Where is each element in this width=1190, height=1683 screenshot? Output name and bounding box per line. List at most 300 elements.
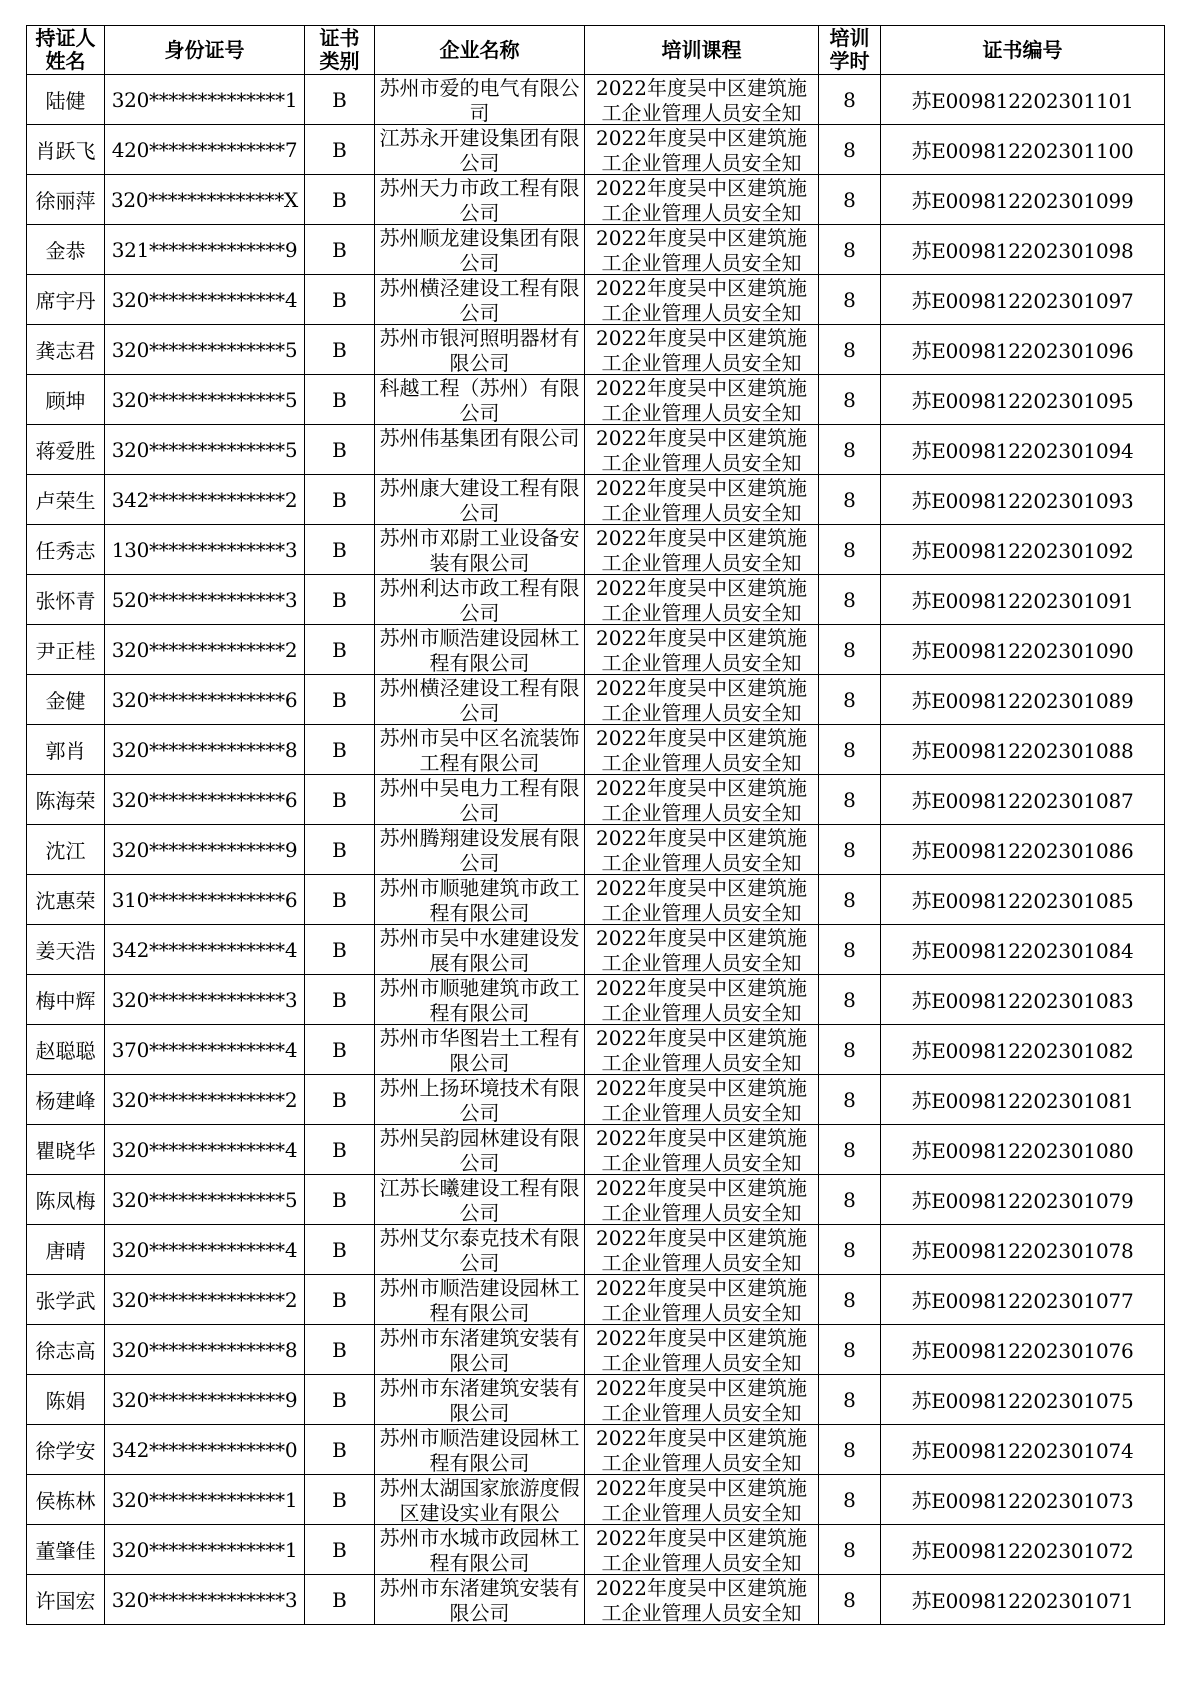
- cell-id-number: 342**************2: [105, 475, 305, 525]
- table-row: [27, 525, 1165, 575]
- cell-course: [585, 1125, 819, 1175]
- cell-cert-type: B: [305, 525, 375, 575]
- cell-company-text: 苏州市华图岩土工程有限公司: [379, 1025, 580, 1072]
- header-company: 企业名称: [375, 26, 585, 75]
- cell-holder-name: 姜天浩: [27, 925, 105, 975]
- cell-cert-type: B: [305, 225, 375, 275]
- cell-cert-no: 苏E009812202301074: [881, 1425, 1165, 1475]
- header-id-number: 身份证号: [105, 26, 305, 75]
- cell-company-text: 苏州康大建设工程有限公司: [379, 475, 580, 522]
- table-row: [27, 1375, 1165, 1425]
- cell-company: [375, 1325, 585, 1375]
- cell-cert-type: B: [305, 775, 375, 825]
- cell-holder-name: 肖跃飞: [27, 125, 105, 175]
- cell-company: [375, 1125, 585, 1175]
- cell-company-text: 江苏长曦建设工程有限公司: [379, 1175, 580, 1222]
- cell-cert-type: B: [305, 575, 375, 625]
- cell-id-number: 342**************0: [105, 1425, 305, 1475]
- cell-id-number: 320**************4: [105, 1225, 305, 1275]
- cell-holder-name: 张学武: [27, 1275, 105, 1325]
- cell-company: [375, 75, 585, 125]
- cell-course: [585, 1325, 819, 1375]
- cell-holder-name: 徐志高: [27, 1325, 105, 1375]
- cell-course-text: 2022年度吴中区建筑施工企业管理人员安全知: [596, 775, 807, 822]
- cell-hours: 8: [819, 1325, 881, 1375]
- cell-course-text: 2022年度吴中区建筑施工企业管理人员安全知: [596, 1275, 807, 1322]
- cell-id-number: 320**************X: [105, 175, 305, 225]
- cell-holder-name: 陈海荣: [27, 775, 105, 825]
- cell-company: [375, 1425, 585, 1475]
- cell-id-number: 320**************1: [105, 1475, 305, 1525]
- cell-company-text: 苏州腾翔建设发展有限公司: [379, 825, 580, 872]
- table-row: [27, 175, 1165, 225]
- cell-hours: 8: [819, 975, 881, 1025]
- cell-cert-type: B: [305, 1025, 375, 1075]
- table-row: [27, 925, 1165, 975]
- cell-course: [585, 625, 819, 675]
- cell-cert-no: 苏E009812202301098: [881, 225, 1165, 275]
- cell-course-text: 2022年度吴中区建筑施工企业管理人员安全知: [596, 1175, 807, 1222]
- table-row: [27, 1325, 1165, 1375]
- cell-cert-type: B: [305, 725, 375, 775]
- cell-company-text: 苏州太湖国家旅游度假区建设实业有限公: [379, 1475, 580, 1522]
- table-row: [27, 375, 1165, 425]
- cell-company: [375, 1525, 585, 1575]
- cell-holder-name: 金恭: [27, 225, 105, 275]
- cell-cert-no: 苏E009812202301078: [881, 1225, 1165, 1275]
- cell-course-text: 2022年度吴中区建筑施工企业管理人员安全知: [596, 1475, 807, 1522]
- cell-id-number: 420**************7: [105, 125, 305, 175]
- cell-id-number: 320**************5: [105, 375, 305, 425]
- cell-id-number: 320**************8: [105, 1325, 305, 1375]
- table-row: [27, 275, 1165, 325]
- cell-holder-name: 陆健: [27, 75, 105, 125]
- cell-company: [375, 975, 585, 1025]
- table-row: [27, 1075, 1165, 1125]
- cell-company-text: 苏州市吴中区名流装饰工程有限公司: [379, 725, 580, 772]
- cell-id-number: 320**************6: [105, 675, 305, 725]
- cell-course: [585, 925, 819, 975]
- cell-course: [585, 1525, 819, 1575]
- cell-cert-type: B: [305, 925, 375, 975]
- cell-cert-type: B: [305, 975, 375, 1025]
- cell-company: [375, 625, 585, 675]
- cell-company-text: 苏州市邓尉工业设备安装有限公司: [379, 525, 580, 572]
- cell-hours: 8: [819, 675, 881, 725]
- cell-holder-name: 沈江: [27, 825, 105, 875]
- cell-cert-no: 苏E009812202301091: [881, 575, 1165, 625]
- cell-company: [375, 1475, 585, 1525]
- cell-cert-type: B: [305, 675, 375, 725]
- cell-company: [375, 1575, 585, 1625]
- cell-course: [585, 575, 819, 625]
- cell-company: [375, 1175, 585, 1225]
- cell-course-text: 2022年度吴中区建筑施工企业管理人员安全知: [596, 375, 807, 422]
- cell-id-number: 320**************4: [105, 275, 305, 325]
- cell-course-text: 2022年度吴中区建筑施工企业管理人员安全知: [596, 425, 807, 472]
- cell-hours: 8: [819, 1475, 881, 1525]
- cell-hours: 8: [819, 1175, 881, 1225]
- cell-cert-no: 苏E009812202301095: [881, 375, 1165, 425]
- cell-course: [585, 825, 819, 875]
- cell-course: [585, 175, 819, 225]
- cell-holder-name: 张怀青: [27, 575, 105, 625]
- cell-holder-name: 瞿晓华: [27, 1125, 105, 1175]
- cell-hours: 8: [819, 925, 881, 975]
- table-row: [27, 675, 1165, 725]
- table-row: [27, 825, 1165, 875]
- cell-course: [585, 75, 819, 125]
- cell-cert-no: 苏E009812202301077: [881, 1275, 1165, 1325]
- cell-company-text: 苏州艾尔泰克技术有限公司: [379, 1225, 580, 1272]
- cell-cert-no: 苏E009812202301072: [881, 1525, 1165, 1575]
- cell-cert-no: 苏E009812202301083: [881, 975, 1165, 1025]
- table-row: [27, 1525, 1165, 1575]
- cell-hours: 8: [819, 325, 881, 375]
- cell-cert-no: 苏E009812202301076: [881, 1325, 1165, 1375]
- cell-id-number: 320**************1: [105, 75, 305, 125]
- table-row: [27, 75, 1165, 125]
- table-row: [27, 975, 1165, 1025]
- cell-holder-name: 梅中辉: [27, 975, 105, 1025]
- cell-hours: 8: [819, 225, 881, 275]
- cell-course-text: 2022年度吴中区建筑施工企业管理人员安全知: [596, 1325, 807, 1372]
- table-row: [27, 575, 1165, 625]
- cell-cert-type: B: [305, 625, 375, 675]
- cell-hours: 8: [819, 1275, 881, 1325]
- cell-id-number: 320**************3: [105, 975, 305, 1025]
- cell-company: [375, 375, 585, 425]
- cell-id-number: 320**************5: [105, 1175, 305, 1225]
- cell-course: [585, 675, 819, 725]
- cell-hours: 8: [819, 475, 881, 525]
- cell-company: [375, 475, 585, 525]
- cell-company: [375, 1225, 585, 1275]
- cell-id-number: 320**************2: [105, 1275, 305, 1325]
- cell-course-text: 2022年度吴中区建筑施工企业管理人员安全知: [596, 325, 807, 372]
- cell-id-number: 320**************2: [105, 625, 305, 675]
- cell-course: [585, 225, 819, 275]
- cell-cert-type: B: [305, 1325, 375, 1375]
- cell-holder-name: 金健: [27, 675, 105, 725]
- cell-course-text: 2022年度吴中区建筑施工企业管理人员安全知: [596, 175, 807, 222]
- cell-course-text: 2022年度吴中区建筑施工企业管理人员安全知: [596, 825, 807, 872]
- table-row: [27, 1175, 1165, 1225]
- table-row: [27, 875, 1165, 925]
- cell-company-text: 苏州市水城市政园林工程有限公司: [379, 1525, 580, 1572]
- cell-company-text: 苏州吴韵园林建设有限公司: [379, 1125, 580, 1172]
- table-row: [27, 325, 1165, 375]
- cell-hours: 8: [819, 825, 881, 875]
- cell-course: [585, 1175, 819, 1225]
- cell-cert-no: 苏E009812202301093: [881, 475, 1165, 525]
- cell-course: [585, 1075, 819, 1125]
- cell-company-text: 江苏永开建设集团有限公司: [379, 125, 580, 172]
- cell-company: [375, 125, 585, 175]
- cell-course-text: 2022年度吴中区建筑施工企业管理人员安全知: [596, 1025, 807, 1072]
- cell-course-text: 2022年度吴中区建筑施工企业管理人员安全知: [596, 225, 807, 272]
- cell-course: [585, 375, 819, 425]
- cell-course-text: 2022年度吴中区建筑施工企业管理人员安全知: [596, 275, 807, 322]
- cell-hours: 8: [819, 875, 881, 925]
- header-cert-no: 证书编号: [881, 26, 1165, 75]
- cell-id-number: 320**************8: [105, 725, 305, 775]
- cell-company-text: 苏州市东渚建筑安装有限公司: [379, 1575, 580, 1622]
- cell-hours: 8: [819, 525, 881, 575]
- cell-course: [585, 275, 819, 325]
- cell-company-text: 苏州市顺驰建筑市政工程有限公司: [379, 875, 580, 922]
- cell-holder-name: 陈凤梅: [27, 1175, 105, 1225]
- cell-cert-type: B: [305, 375, 375, 425]
- cell-id-number: 320**************6: [105, 775, 305, 825]
- cell-course-text: 2022年度吴中区建筑施工企业管理人员安全知: [596, 1075, 807, 1122]
- cell-company-text: 苏州市爱的电气有限公司: [379, 75, 580, 122]
- cell-cert-no: 苏E009812202301086: [881, 825, 1165, 875]
- cell-cert-no: 苏E009812202301094: [881, 425, 1165, 475]
- table-row: [27, 1125, 1165, 1175]
- table-row: [27, 1275, 1165, 1325]
- cell-course-text: 2022年度吴中区建筑施工企业管理人员安全知: [596, 1225, 807, 1272]
- header-course: 培训课程: [585, 26, 819, 75]
- cell-cert-type: B: [305, 1425, 375, 1475]
- cell-id-number: 310**************6: [105, 875, 305, 925]
- cell-cert-type: B: [305, 125, 375, 175]
- cell-hours: 8: [819, 375, 881, 425]
- cell-hours: 8: [819, 1225, 881, 1275]
- cell-cert-no: 苏E009812202301079: [881, 1175, 1165, 1225]
- header-hours: 培训学时: [819, 26, 881, 75]
- cell-cert-type: B: [305, 425, 375, 475]
- header-cert-type: 证书类别: [305, 26, 375, 75]
- certificate-table: [26, 25, 1165, 1625]
- cell-course-text: 2022年度吴中区建筑施工企业管理人员安全知: [596, 675, 807, 722]
- cell-cert-no: 苏E009812202301071: [881, 1575, 1165, 1625]
- cell-company-text: 苏州市顺浩建设园林工程有限公司: [379, 1275, 580, 1322]
- cell-hours: 8: [819, 1525, 881, 1575]
- cell-hours: 8: [819, 125, 881, 175]
- cell-course-text: 2022年度吴中区建筑施工企业管理人员安全知: [596, 1375, 807, 1422]
- cell-company: [375, 175, 585, 225]
- cell-course: [585, 875, 819, 925]
- cell-company: [375, 225, 585, 275]
- cell-course-text: 2022年度吴中区建筑施工企业管理人员安全知: [596, 875, 807, 922]
- cell-course-text: 2022年度吴中区建筑施工企业管理人员安全知: [596, 1425, 807, 1472]
- cell-id-number: 520**************3: [105, 575, 305, 625]
- cell-hours: 8: [819, 1125, 881, 1175]
- cell-holder-name: 董肇佳: [27, 1525, 105, 1575]
- cell-course: [585, 1225, 819, 1275]
- cell-company-text: 苏州市东渚建筑安装有限公司: [379, 1325, 580, 1372]
- cell-company-text: 苏州上扬环境技术有限公司: [379, 1075, 580, 1122]
- cell-cert-type: B: [305, 1525, 375, 1575]
- cell-id-number: 320**************9: [105, 1375, 305, 1425]
- cell-holder-name: 顾坤: [27, 375, 105, 425]
- cell-cert-no: 苏E009812202301075: [881, 1375, 1165, 1425]
- table-row: [27, 475, 1165, 525]
- table-row: [27, 625, 1165, 675]
- cell-company: [375, 325, 585, 375]
- cell-cert-no: 苏E009812202301097: [881, 275, 1165, 325]
- cell-company: [375, 925, 585, 975]
- cell-id-number: 130**************3: [105, 525, 305, 575]
- cell-id-number: 320**************4: [105, 1125, 305, 1175]
- cell-course: [585, 1575, 819, 1625]
- cell-hours: 8: [819, 725, 881, 775]
- cell-course-text: 2022年度吴中区建筑施工企业管理人员安全知: [596, 925, 807, 972]
- cell-company: [375, 575, 585, 625]
- cell-company: [375, 1075, 585, 1125]
- cell-hours: 8: [819, 575, 881, 625]
- cell-course: [585, 775, 819, 825]
- cell-company-text: 苏州市吴中水建建设发展有限公司: [379, 925, 580, 972]
- cell-holder-name: 徐学安: [27, 1425, 105, 1475]
- cell-hours: 8: [819, 775, 881, 825]
- cell-id-number: 342**************4: [105, 925, 305, 975]
- cell-course: [585, 525, 819, 575]
- cell-cert-no: 苏E009812202301087: [881, 775, 1165, 825]
- cell-holder-name: 郭肖: [27, 725, 105, 775]
- cell-cert-no: 苏E009812202301089: [881, 675, 1165, 725]
- table-row: [27, 1225, 1165, 1275]
- cell-course: [585, 425, 819, 475]
- table-row: [27, 1475, 1165, 1525]
- cell-company-text: 苏州市顺驰建筑市政工程有限公司: [379, 975, 580, 1022]
- cell-holder-name: 卢荣生: [27, 475, 105, 525]
- cell-cert-no: 苏E009812202301092: [881, 525, 1165, 575]
- cell-holder-name: 席宇丹: [27, 275, 105, 325]
- cell-course-text: 2022年度吴中区建筑施工企业管理人员安全知: [596, 125, 807, 172]
- cell-hours: 8: [819, 1425, 881, 1475]
- cell-cert-type: B: [305, 1225, 375, 1275]
- cell-course-text: 2022年度吴中区建筑施工企业管理人员安全知: [596, 575, 807, 622]
- table-body: [27, 75, 1165, 1625]
- cell-cert-no: 苏E009812202301100: [881, 125, 1165, 175]
- cell-holder-name: 尹正桂: [27, 625, 105, 675]
- cell-holder-name: 蒋爱胜: [27, 425, 105, 475]
- cell-company: [375, 825, 585, 875]
- table-row: [27, 1575, 1165, 1625]
- cell-cert-type: B: [305, 1125, 375, 1175]
- cell-cert-type: B: [305, 325, 375, 375]
- cell-course-text: 2022年度吴中区建筑施工企业管理人员安全知: [596, 975, 807, 1022]
- cell-company-text: 苏州天力市政工程有限公司: [379, 175, 580, 222]
- cell-cert-no: 苏E009812202301073: [881, 1475, 1165, 1525]
- cell-company: [375, 1275, 585, 1325]
- cell-hours: 8: [819, 1025, 881, 1075]
- cell-course: [585, 1275, 819, 1325]
- cell-company: [375, 725, 585, 775]
- cell-course-text: 2022年度吴中区建筑施工企业管理人员安全知: [596, 525, 807, 572]
- cell-course: [585, 125, 819, 175]
- table-row: [27, 225, 1165, 275]
- cell-hours: 8: [819, 1575, 881, 1625]
- cell-holder-name: 任秀志: [27, 525, 105, 575]
- cell-id-number: 320**************5: [105, 325, 305, 375]
- cell-company-text: 苏州市顺浩建设园林工程有限公司: [379, 1425, 580, 1472]
- cell-course-text: 2022年度吴中区建筑施工企业管理人员安全知: [596, 1575, 807, 1622]
- cell-cert-no: 苏E009812202301088: [881, 725, 1165, 775]
- cell-course: [585, 475, 819, 525]
- cell-company: [375, 875, 585, 925]
- cell-company-text: 苏州市银河照明器材有限公司: [379, 325, 580, 372]
- cell-cert-type: B: [305, 175, 375, 225]
- cell-cert-type: B: [305, 1075, 375, 1125]
- cell-cert-no: 苏E009812202301090: [881, 625, 1165, 675]
- table-row: [27, 725, 1165, 775]
- cell-course-text: 2022年度吴中区建筑施工企业管理人员安全知: [596, 1125, 807, 1172]
- cell-cert-no: 苏E009812202301085: [881, 875, 1165, 925]
- cell-hours: 8: [819, 75, 881, 125]
- cell-holder-name: 赵聪聪: [27, 1025, 105, 1075]
- cell-id-number: 320**************3: [105, 1575, 305, 1625]
- cell-cert-type: B: [305, 275, 375, 325]
- cell-course: [585, 725, 819, 775]
- cell-holder-name: 沈惠荣: [27, 875, 105, 925]
- cell-company-text: 苏州市顺浩建设园林工程有限公司: [379, 625, 580, 672]
- header-row: [27, 26, 1165, 75]
- cell-course: [585, 325, 819, 375]
- cell-company-text: 苏州利达市政工程有限公司: [379, 575, 580, 622]
- table-row: [27, 1025, 1165, 1075]
- cell-cert-no: 苏E009812202301082: [881, 1025, 1165, 1075]
- cell-company: [375, 1375, 585, 1425]
- cell-company: [375, 275, 585, 325]
- cell-holder-name: 唐晴: [27, 1225, 105, 1275]
- table-row: [27, 425, 1165, 475]
- cell-course-text: 2022年度吴中区建筑施工企业管理人员安全知: [596, 725, 807, 772]
- cell-cert-type: B: [305, 1575, 375, 1625]
- table-row: [27, 775, 1165, 825]
- table-row: [27, 125, 1165, 175]
- cell-cert-type: B: [305, 475, 375, 525]
- table-row: [27, 1425, 1165, 1475]
- cell-course-text: 2022年度吴中区建筑施工企业管理人员安全知: [596, 1525, 807, 1572]
- cell-cert-no: 苏E009812202301096: [881, 325, 1165, 375]
- cell-course: [585, 1375, 819, 1425]
- cell-course: [585, 1025, 819, 1075]
- cell-cert-type: B: [305, 1375, 375, 1425]
- cell-company: [375, 1025, 585, 1075]
- cell-course-text: 2022年度吴中区建筑施工企业管理人员安全知: [596, 475, 807, 522]
- cell-cert-no: 苏E009812202301101: [881, 75, 1165, 125]
- header-holder-name: 持证人姓名: [27, 26, 105, 75]
- cell-company-text: 苏州横泾建设工程有限公司: [379, 275, 580, 322]
- cell-company-text: 科越工程（苏州）有限公司: [379, 375, 580, 422]
- cell-cert-type: B: [305, 1475, 375, 1525]
- cell-holder-name: 龚志君: [27, 325, 105, 375]
- cell-company: [375, 675, 585, 725]
- cell-course: [585, 1475, 819, 1525]
- cell-cert-type: B: [305, 875, 375, 925]
- cell-company: [375, 425, 585, 475]
- cell-course-text: 2022年度吴中区建筑施工企业管理人员安全知: [596, 75, 807, 122]
- cell-company-text: 苏州横泾建设工程有限公司: [379, 675, 580, 722]
- cell-hours: 8: [819, 625, 881, 675]
- cell-id-number: 320**************2: [105, 1075, 305, 1125]
- cell-id-number: 321**************9: [105, 225, 305, 275]
- cell-holder-name: 陈娟: [27, 1375, 105, 1425]
- cell-hours: 8: [819, 425, 881, 475]
- cell-cert-type: B: [305, 1275, 375, 1325]
- cell-cert-no: 苏E009812202301081: [881, 1075, 1165, 1125]
- cell-hours: 8: [819, 275, 881, 325]
- cell-id-number: 320**************5: [105, 425, 305, 475]
- cell-company: [375, 525, 585, 575]
- cell-cert-type: B: [305, 1175, 375, 1225]
- cell-hours: 8: [819, 1375, 881, 1425]
- cell-id-number: 320**************9: [105, 825, 305, 875]
- cell-course: [585, 975, 819, 1025]
